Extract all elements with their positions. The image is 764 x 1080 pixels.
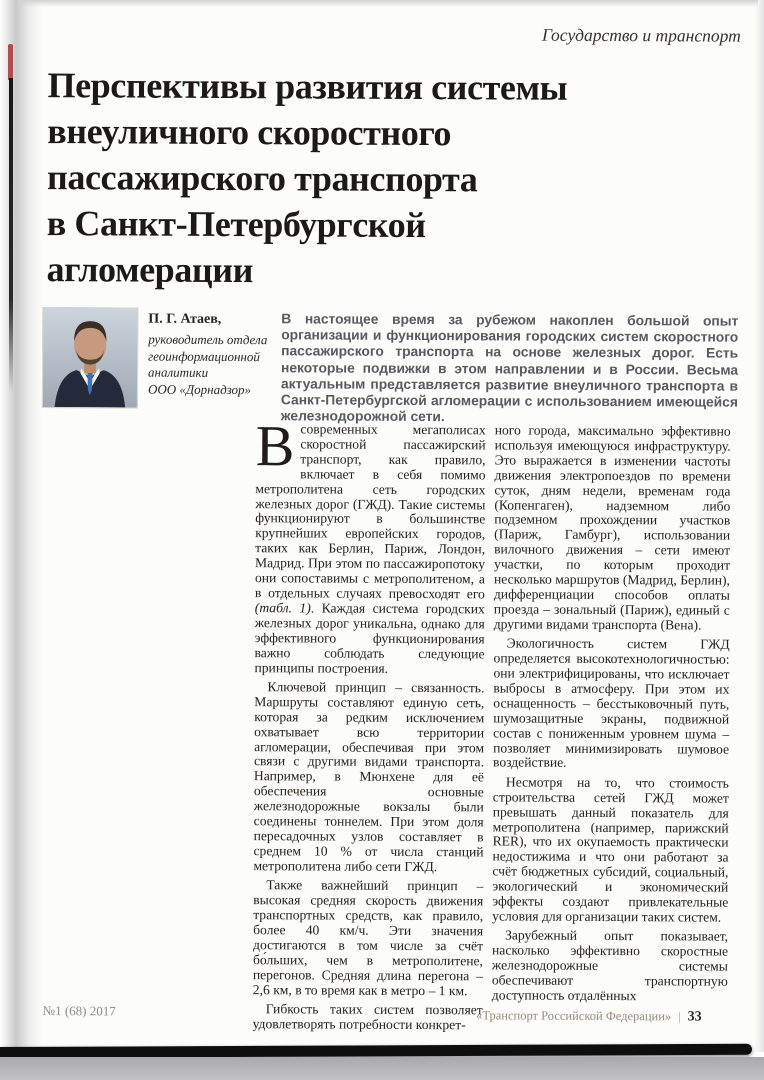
- paragraph-text: . Каждая система городских железных дорог уникальна, однако для эффективного функционирования важно соблюдать следующие принципы построения.: [254, 600, 485, 676]
- article-title: [46, 62, 707, 295]
- scanner-background: [0, 1057, 764, 1080]
- paragraph: ного города, максимально эффективно используя имеющуюся инфраструктуру. Это выражается в изменении частоты движения электропоездов по времени суток, дням недели, временам года (Копенгаген), надземном либо подземном прохождении участков (Париж, Гамбург), использовании вилочного движения – сети имеют участки, по которым проходит несколько маршрутов (Мадрид, Берлин), дифференциации способов оплаты проезда – зональный (Париж), единый с другими видами транспорта (Вена).: [493, 422, 731, 633]
- black-edge-line: [9, 78, 13, 393]
- paragraph: Ключевой принцип – связанность. Маршруты составляют единую сеть, которая за редким исключением охватывает всю территории агломерации, обеспечивая при этом связи с другими видами транспорта. Например, в Мюнхене для её обеспечения основные железнодорожные вокзалы были соединены тоннелем. При этом доля пересадочных узлов составляет в среднем 10 % от числа станций метрополитена либо сети ГЖД.: [253, 679, 485, 874]
- footer-journal: «Транспорт Российской Федерации»: [476, 1008, 672, 1024]
- footer-journal-line: [476, 1008, 702, 1025]
- table-reference: (табл. 1): [254, 600, 311, 616]
- drop-cap: В: [255, 413, 295, 479]
- portrait-illustration: [43, 308, 138, 407]
- article-content: [30, 0, 757, 1050]
- author-name: П. Г. Атаев,: [148, 311, 222, 327]
- footer-separator: |: [678, 1009, 681, 1024]
- author-text: [148, 312, 278, 399]
- title-line: внеуличного скоростного: [47, 111, 452, 154]
- bottom-book-edge: [0, 1044, 752, 1058]
- paragraph-text: современных мегаполисах скоростной пассажирский транспорт, как правило, включает в себя помимо метрополитена сеть городских железных дорог (ГЖД). Такие системы функционируют в большинстве крупнейших европейских городов, таких как Берлин, Париж, Лондон, Мадрид. При этом по пассажиропотоку они сопоставимы с метрополитеном, а в отдельных случаях превосходят его: [254, 421, 486, 602]
- author-role: аналитики: [148, 364, 209, 380]
- paragraph: [254, 413, 486, 677]
- section-header: Государство и транспорт: [541, 24, 741, 46]
- paragraph: Гибкость таких систем позволяет удовлетворять потребности конкрет-: [252, 1001, 483, 1033]
- paragraph: Также важнейший принцип – высокая средняя скорость движения транспортных средств, как правило, более 40 км/ч. Эти значения достигаются в том числе за счёт бо́льших, чем в метрополитене, перегонов. Средняя длина перегона – 2,6 км, в то время как в метро – 1 км.: [252, 877, 484, 998]
- title-line: агломерации: [46, 249, 254, 291]
- paragraph: Экологичность систем ГЖД определяется высокотехнологичностью: они электрифицированы, что исключает выбросы в атмосферу. При этом их оснащенность – бесстыковочный путь, шумозащитные экраны, подвижной состав с пониженным уровнем шума – позволяет минимизировать шумовое воздействие.: [492, 635, 730, 771]
- lead-paragraph: В настоящее время за рубежом накоплен большой опыт организации и функционирования городских систем скоростного пассажирского транспорта на основе железных дорог. Есть некоторые подвижки в этом направлении и в России. Весьма актуальным представляется развитие внеуличного транспорта в Санкт-Петербургской агломерации с использованием имеющейся железнодорожной сети.: [280, 311, 739, 425]
- author-role: руководитель отдела: [148, 331, 268, 348]
- footer-issue: №1 (68) 2017: [42, 1003, 116, 1019]
- paragraph: Несмотря на то, что стоимость строительства сетей ГЖД может превышать данный показатель для метрополитена (например, парижский RER), что их окупаемость практически недостижима и что они работают за счёт бюджетных субсидий, социальный, экологический и экономический эффекты создают привлекательные условия для организации таких систем.: [492, 774, 729, 925]
- body-column-left: [252, 413, 486, 1033]
- right-edge-shadow: [755, 0, 764, 1052]
- author-role: геоинформационной: [148, 348, 260, 364]
- footer-page-number: 33: [687, 1009, 702, 1025]
- red-edge-mark: [8, 44, 13, 80]
- author-photo: [42, 307, 139, 409]
- paragraph: Зарубежный опыт показывает, насколько эффективно скоростные железнодорожные системы обеспечивают транспортную доступность отдалённых: [491, 927, 729, 1004]
- title-line: пассажирского транспорта: [46, 157, 478, 200]
- title-line: Перспективы развития системы: [47, 65, 568, 108]
- body-column-right: [492, 423, 731, 1004]
- author-role: ООО «Дорнадзор»: [147, 381, 252, 397]
- author-block: [42, 307, 272, 397]
- title-line: в Санкт-Петербургской: [46, 203, 426, 246]
